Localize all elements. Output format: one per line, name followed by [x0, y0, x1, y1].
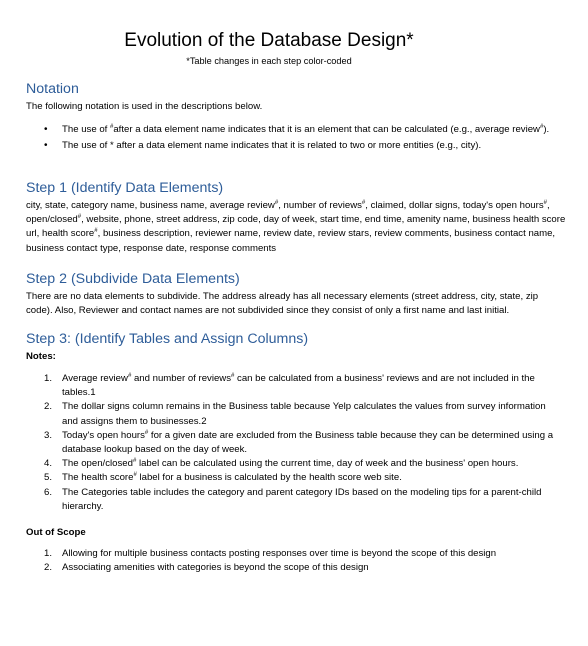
- page-subtitle: *Table changes in each step color-coded: [186, 56, 352, 66]
- notation-heading: Notation: [26, 81, 79, 97]
- scope-label: Out of Scope: [26, 527, 86, 538]
- list-item: 5. The health score# label for a business is calculated by the health score web site.: [44, 472, 402, 484]
- list-item: 1. Allowing for multiple business contacts posting responses over time is beyond the scope of this design: [44, 548, 497, 559]
- list-item: • The use of * after a data element name indicates that it is related to two or more entities (e.g., city).: [26, 139, 562, 153]
- step1-heading: Step 1 (Identify Data Elements): [26, 180, 224, 196]
- list-item: • The use of #after a data element name indicates that it is an element that can be calculated (e.g., average review#).: [26, 123, 562, 137]
- notes-label: Notes:: [26, 351, 56, 362]
- list-item: 2. Associating amenities with categories is beyond the scope of this design: [44, 562, 369, 574]
- notation-intro: The following notation is used in the descriptions below.: [26, 101, 263, 112]
- list-item: 6. The Categories table includes the category and parent category IDs based on the modeling tips for a parent-child hierarchy.: [44, 486, 542, 512]
- page-title: Evolution of the Database Design*: [124, 30, 414, 51]
- list-item: 1. Average review# and number of reviews# can be calculated from a business' reviews and are not included in the tables.1: [44, 372, 535, 399]
- step2-heading: Step 2 (Subdivide Data Elements): [26, 271, 240, 287]
- step1-text: city, state, category name, business name, average review#, number of reviews#, claimed, dollar signs, today's open hours#, open/closed#, website, phone, street address, zip code, day of week, start time, end time, amenity name, business health score url, health score#, business description, reviewer name, review date, review stars, review comments, business contact name, business contact type, response date, response comments: [26, 199, 566, 254]
- scope-list: [26, 547, 562, 575]
- list-item: 2. The dollar signs column remains in the Business table because Yelp calculates the values from survey information and assigns them to businesses.2: [44, 401, 546, 427]
- list-item: 3. Today's open hours# for a given date are excluded from the Business table because they can be determined using a database lookup based on the day of week.: [44, 429, 554, 456]
- list-item: 4. The open/closed# label can be calculated using the current time, day of week and the business' open hours.: [44, 458, 519, 470]
- step2-text: There are no data elements to subdivide. The address already has all necessary elements (street address, city, state, zip code). Also, Reviewer and contact names are not subdivided since they consist of only a first name and last initial.: [26, 291, 539, 317]
- notes-list: [26, 372, 562, 514]
- notation-list: [26, 123, 562, 155]
- step3-heading: Step 3: (Identify Tables and Assign Columns): [26, 331, 309, 347]
